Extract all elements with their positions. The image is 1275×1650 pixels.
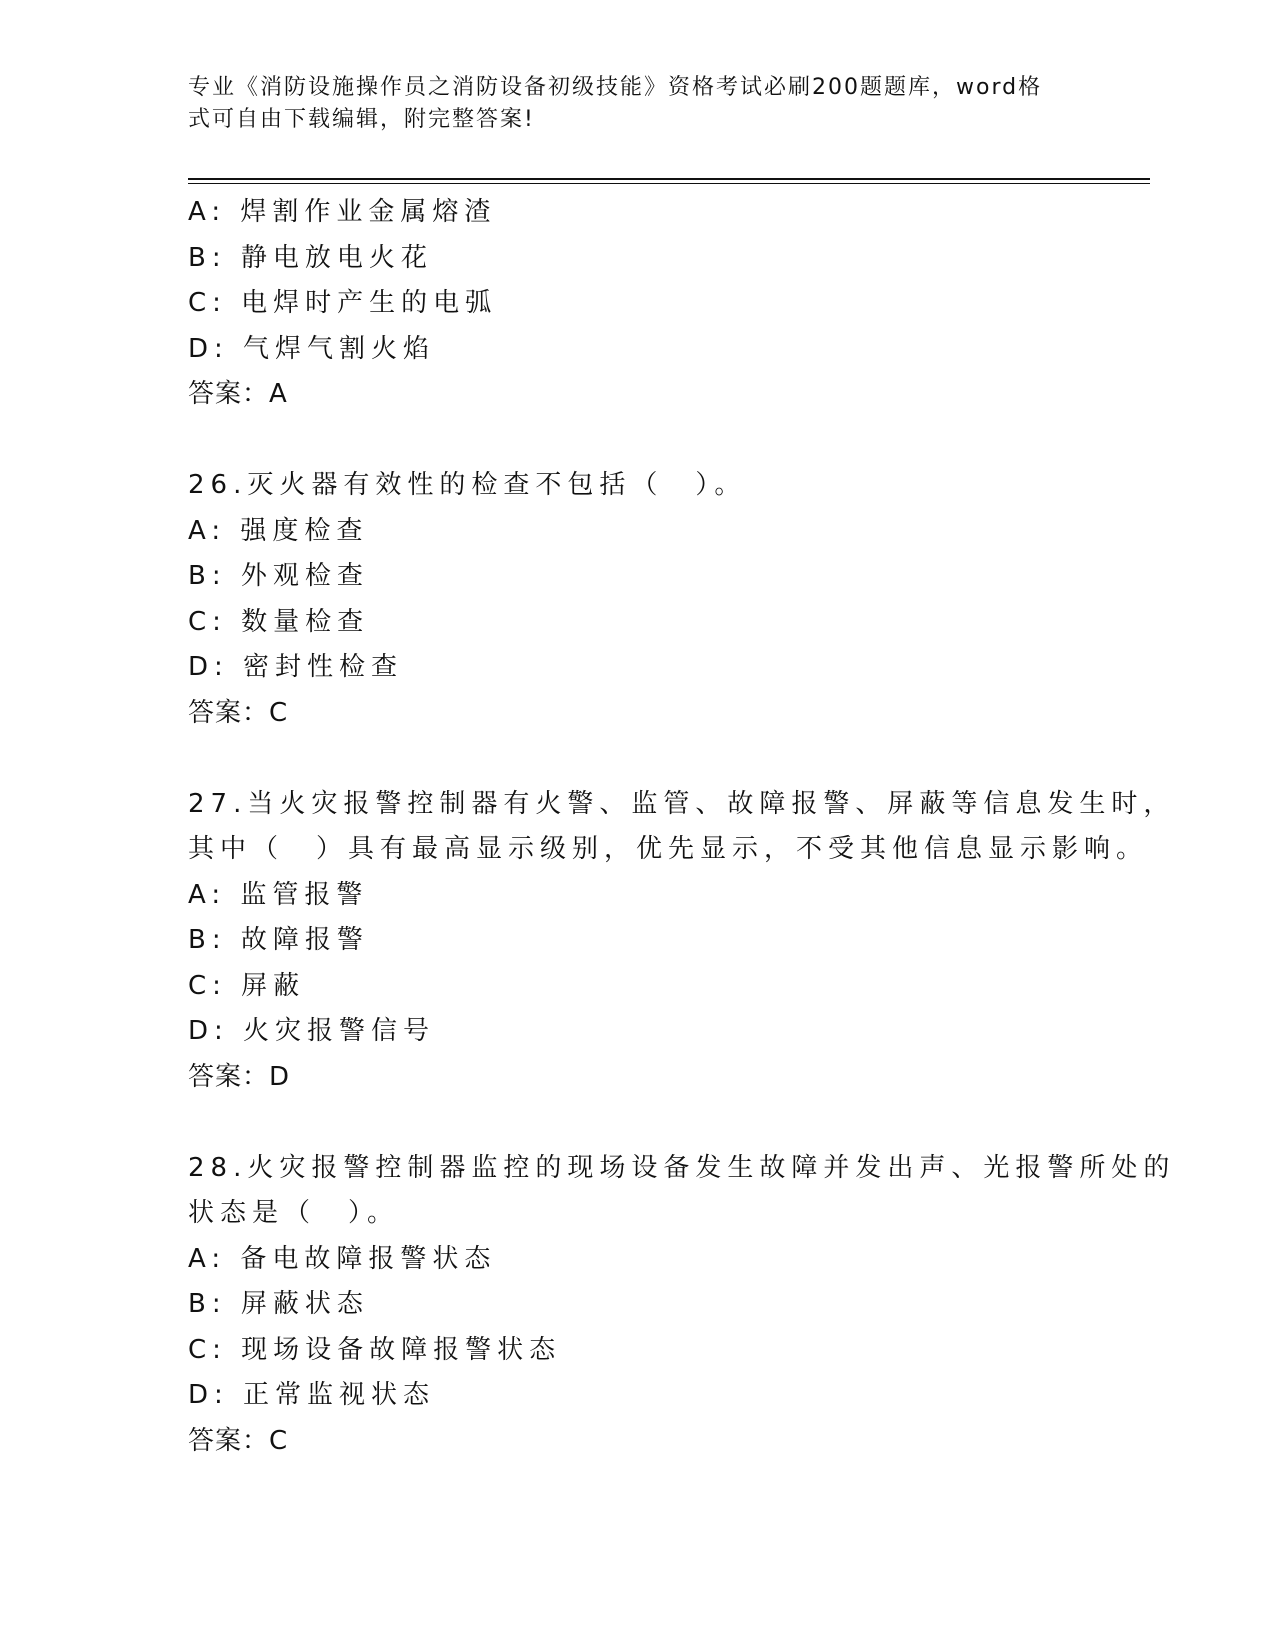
option-d: D: 正常监视状态 [188,1380,436,1410]
question-prompt: 26.灭火器有效性的检查不包括（ ）。 [188,470,747,500]
header-divider-thick [188,178,1150,180]
question-block-26 [188,463,1148,736]
option-a: A: 强度检查 [188,515,369,546]
option-c: C: 现场设备故障报警状态 [188,1334,562,1365]
question-prompt: 27.当火灾报警控制器有火警、监管、故障报警、屏蔽等信息发生时， [188,788,1176,819]
question-block-27 [188,782,1176,1101]
question-block-25 [188,190,1148,418]
option-a: A: 监管报警 [188,879,369,910]
answer-line: 答案：C [188,1425,289,1456]
question-prompt-continued: 其中（ ）具有最高显示级别，优先显示，不受其他信息显示影响。 [188,834,1149,864]
document-header [188,72,1068,136]
answer-line: 答案：A [188,379,288,409]
question-prompt: 28.火灾报警控制器监控的现场设备发生故障并发出声、光报警所处的 [188,1152,1176,1183]
answer-line: 答案：C [188,697,289,728]
option-c: C: 数量检查 [188,606,370,637]
question-prompt-continued: 状态是（ ）。 [188,1198,400,1228]
question-spacer [188,736,1148,782]
question-block-28 [188,1146,1176,1465]
question-list [188,190,1176,1464]
header-line-2: 式可自由下载编辑，附完整答案! [188,107,535,132]
header-divider-thin [188,183,1150,184]
option-d: D: 火灾报警信号 [188,1016,436,1046]
option-c: C: 电焊时产生的电弧 [188,288,498,318]
option-b: B: 故障报警 [188,925,369,955]
option-b: B: 静电放电火花 [188,242,433,273]
option-c: C: 屏蔽 [188,970,306,1001]
option-d: D: 气焊气割火焰 [188,333,436,364]
question-spacer [188,418,1148,464]
option-d: D: 密封性检查 [188,652,404,682]
option-b: B: 屏蔽状态 [188,1289,369,1319]
header-line-1: 专业《消防设施操作员之消防设备初级技能》资格考试必刷200题题库，word格 [188,75,1043,100]
option-a: A: 焊割作业金属熔渣 [188,197,497,227]
option-b: B: 外观检查 [188,561,369,591]
answer-line: 答案：D [188,1061,291,1092]
option-a: A: 备电故障报警状态 [188,1243,497,1274]
question-spacer [188,1100,1148,1146]
